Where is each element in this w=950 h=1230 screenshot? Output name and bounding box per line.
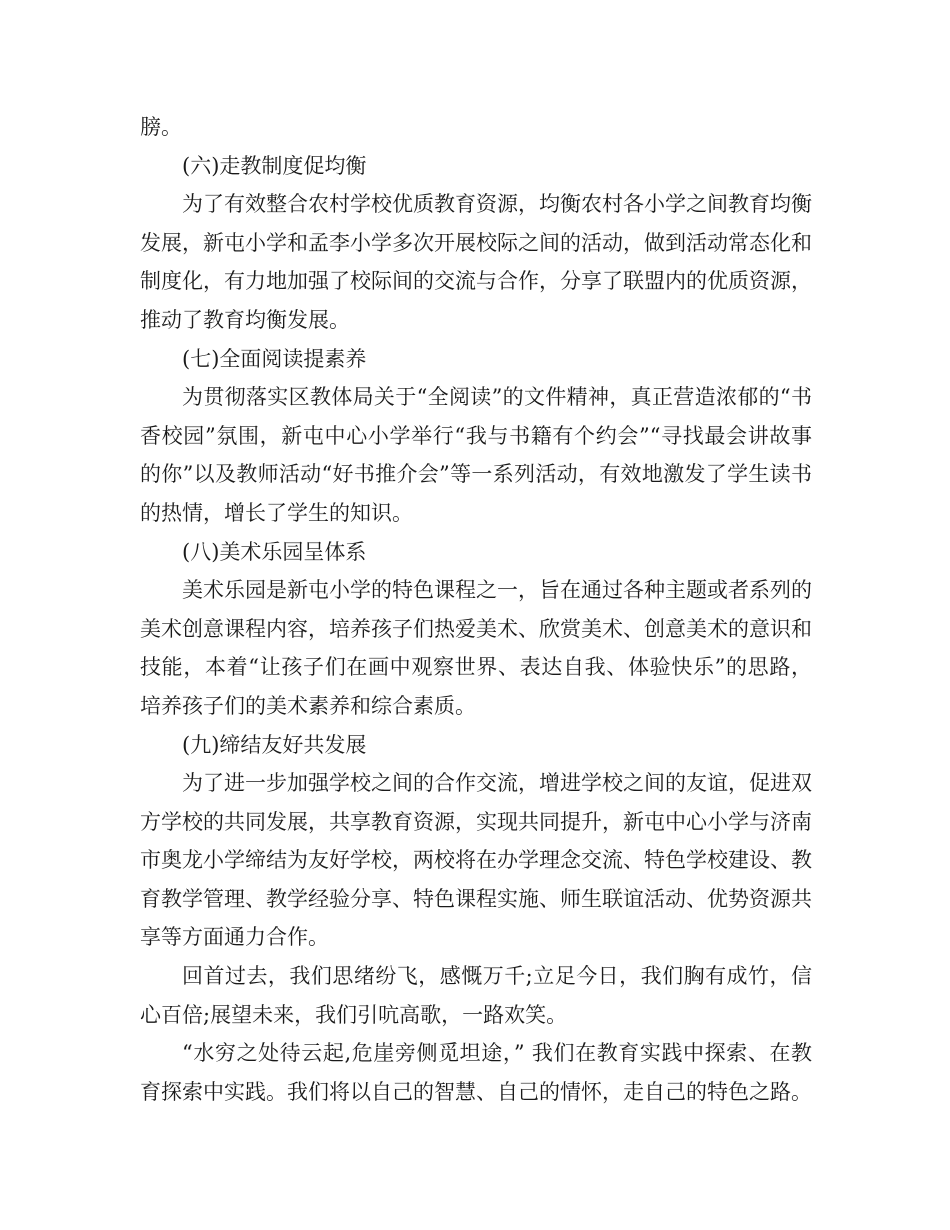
paragraph: 为贯彻落实区教体局关于“全阅读”的文件精神，真正营造浓郁的“书香校园”氛围，新屯中心小学举行“我与书籍有个约会”“寻找最会讲故事的你”以及教师活动“好书推介会”等一系列活动，有效地激发了学生读书的热情，增长了学生的知识。: [140, 385, 812, 525]
section-heading-8: (八)美术乐园呈体系: [182, 539, 367, 564]
section-heading-9: (九)缔结友好共发展: [182, 732, 367, 757]
paragraph: 回首过去，我们思绪纷飞，感慨万千;立足今日，我们胸有成竹，信心百倍;展望未来，我们引吭高歌，一路欢笑。: [140, 964, 812, 1027]
paragraph: 美术乐园是新屯小学的特色课程之一，旨在通过各种主题或者系列的美术创意课程内容，培养孩子们热爱美术、欣赏美术、创意美术的意识和技能，本着“让孩子们在画中观察世界、表达自我、体验快乐”的思路，培养孩子们的美术素养和综合素质。: [140, 578, 812, 718]
paragraph: 为了有效整合农村学校优质教育资源，均衡农村各小学之间教育均衡发展，新屯小学和孟李小学多次开展校际之间的活动，做到活动常态化和制度化，有力地加强了校际间的交流与合作，分享了联盟内的优质资源，推动了教育均衡发展。: [140, 192, 812, 332]
paragraph: 为了进一步加强学校之间的合作交流，增进学校之间的友谊，促进双方学校的共同发展，共享教育资源，实现共同提升，新屯中心小学与济南市奥龙小学缔结为友好学校，两校将在办学理念交流、特色学校建设、教育教学管理、教学经验分享、特色课程实施、师生联谊活动、优势资源共享等方面通力合作。: [140, 771, 812, 950]
section-heading-6: (六)走教制度促均衡: [182, 153, 367, 178]
paragraph-continuation: 膀。: [140, 115, 182, 139]
section-heading-7: (七)全面阅读提素养: [182, 346, 367, 371]
document-body: [140, 108, 812, 1111]
paragraph: “水穷之处待云起,危崖旁侧觅坦途，” 我们在教育实践中探索、在教育探索中实践。我们将以自己的智慧、自己的情怀，走自己的特色之路。: [140, 1041, 812, 1104]
